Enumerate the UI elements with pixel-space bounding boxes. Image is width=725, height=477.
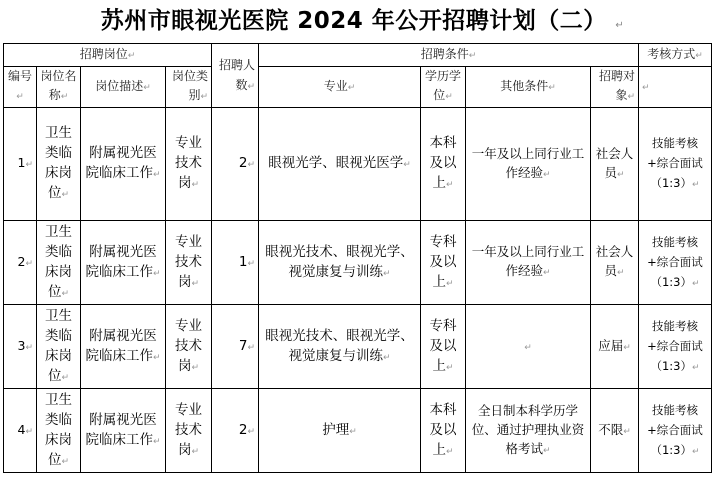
assessment-cell-text: 技能考核+综合面试 <box>647 234 703 269</box>
header-category: 岗位类别 ↵ <box>166 67 212 108</box>
number-cell-text: 2 <box>17 253 26 269</box>
description-cell-text: 附属视光医院临床工作 <box>85 411 157 448</box>
number-cell-text: 1 <box>17 155 26 170</box>
number-cell-text: 4 <box>17 421 26 437</box>
target-cell <box>591 221 639 305</box>
target-cell <box>591 389 639 473</box>
table-row <box>4 221 712 305</box>
target-cell-text: 社会人员 <box>595 244 634 278</box>
paragraph-mark-icon <box>617 170 625 180</box>
position-name-cell-text: 卫生类临床岗位 <box>45 223 72 300</box>
paragraph-mark-icon <box>153 437 161 447</box>
paragraph-mark-icon <box>543 446 551 456</box>
description-cell <box>81 305 166 389</box>
education-cell <box>421 108 466 221</box>
description-cell-text: 附属视光医院临床工作 <box>85 145 157 181</box>
target-cell-text: 应届 <box>598 337 624 353</box>
paragraph-mark-icon <box>692 279 700 289</box>
paragraph-mark-icon <box>247 160 255 170</box>
other-conditions-cell <box>466 221 591 305</box>
education-cell <box>421 221 466 305</box>
other-conditions-cell <box>466 108 591 221</box>
ratio-text: （1:3） <box>650 442 692 457</box>
paragraph-mark-icon <box>403 160 411 170</box>
assessment-cell <box>639 389 712 473</box>
number-cell <box>4 389 37 473</box>
description-cell-text: 附属视光医院临床工作 <box>85 243 157 280</box>
major-cell-text: 眼视光技术、眼视光学、视觉康复与训练 <box>265 327 414 364</box>
major-cell <box>259 389 421 473</box>
ratio-text: （1:3） <box>650 176 692 190</box>
paragraph-mark-icon <box>25 427 33 437</box>
target-cell-text: 社会人员 <box>595 145 634 180</box>
paragraph-mark-icon <box>543 268 551 278</box>
count-cell-text: 1 <box>238 253 248 270</box>
paragraph-mark-icon <box>247 259 255 269</box>
header-assessment-empty <box>639 67 712 108</box>
header-conditions-group: 招聘条件 ↵ <box>259 44 639 67</box>
position-name-cell <box>37 108 81 221</box>
education-cell <box>421 305 466 389</box>
table-row <box>4 389 712 473</box>
paragraph-mark-icon <box>153 353 161 363</box>
target-cell-text: 不限 <box>598 421 624 437</box>
paragraph-mark-icon <box>191 180 199 190</box>
paragraph-mark-icon <box>543 170 551 180</box>
paragraph-mark-icon <box>61 289 69 299</box>
category-cell-text: 专业技术岗 <box>175 233 202 290</box>
other-conditions-cell <box>466 389 591 473</box>
count-cell <box>212 305 259 389</box>
major-cell-text: 眼视光技术、眼视光学、视觉康复与训练 <box>265 243 414 280</box>
assessment-cell-text: 技能考核+综合面试 <box>647 402 703 437</box>
major-cell-text: 眼视光学、眼视光医学 <box>268 155 404 171</box>
other-conditions-cell-text: 一年及以上同行业工作经验 <box>471 145 585 180</box>
education-cell-text: 本科及以上 <box>429 135 457 191</box>
major-cell <box>259 108 421 221</box>
education-cell-text: 本科及以上 <box>429 401 457 458</box>
table-row <box>4 305 712 389</box>
paragraph-mark-icon <box>383 269 391 279</box>
number-cell <box>4 305 37 389</box>
paragraph-mark-icon <box>247 427 255 437</box>
assessment-cell <box>639 108 712 221</box>
assessment-cell-text: 技能考核+综合面试 <box>647 136 703 170</box>
paragraph-mark-icon <box>446 447 454 457</box>
header-position-group: 招聘岗位 ↵ <box>4 44 212 67</box>
description-cell <box>81 389 166 473</box>
paragraph-mark-icon <box>617 268 625 278</box>
paragraph-mark-icon <box>25 259 33 269</box>
assessment-cell <box>639 221 712 305</box>
count-cell <box>212 108 259 221</box>
table-row <box>4 108 712 221</box>
description-cell <box>81 221 166 305</box>
ratio-text: （1:3） <box>650 358 692 373</box>
category-cell <box>166 221 212 305</box>
paragraph-mark-icon: ↵ <box>615 20 625 31</box>
category-cell-text: 专业技术岗 <box>175 135 202 191</box>
recruitment-table <box>3 43 712 473</box>
position-name-cell-text: 卫生类临床岗位 <box>45 391 72 468</box>
education-cell-text: 专科及以上 <box>429 317 457 374</box>
paragraph-mark-icon <box>446 279 454 289</box>
header-number: 编号 ↵ <box>4 67 37 108</box>
paragraph-mark-icon <box>446 363 454 373</box>
count-cell-text: 7 <box>238 337 248 354</box>
position-name-cell-text: 卫生类临床岗位 <box>45 125 72 201</box>
category-cell <box>166 305 212 389</box>
number-cell <box>4 108 37 221</box>
education-cell-text: 专科及以上 <box>429 233 457 290</box>
number-cell-text: 3 <box>17 337 26 353</box>
position-name-cell <box>37 305 81 389</box>
category-cell-text: 专业技术岗 <box>175 401 202 458</box>
target-cell <box>591 305 639 389</box>
paragraph-mark-icon <box>153 170 161 180</box>
other-conditions-cell <box>466 305 591 389</box>
paragraph-mark-icon <box>623 427 631 437</box>
paragraph-mark-icon <box>623 343 631 353</box>
header-description: 岗位描述 ↵ <box>81 67 166 108</box>
header-education: 学历学位 ↵ <box>421 67 466 108</box>
description-cell <box>81 108 166 221</box>
category-cell <box>166 108 212 221</box>
major-cell-text: 护理 <box>322 421 350 438</box>
paragraph-mark-icon <box>25 343 33 353</box>
paragraph-mark-icon <box>153 269 161 279</box>
paragraph-mark-icon <box>25 160 33 170</box>
paragraph-mark-icon <box>191 279 199 289</box>
header-row-group <box>4 44 712 67</box>
other-conditions-cell-text: 全日制本科学历学位、通过护理执业资格考试 <box>471 402 585 456</box>
assessment-cell <box>639 305 712 389</box>
paragraph-mark-icon <box>446 180 454 190</box>
description-cell-text: 附属视光医院临床工作 <box>85 327 157 364</box>
category-cell <box>166 389 212 473</box>
paragraph-mark-icon <box>692 447 700 457</box>
position-name-cell <box>37 221 81 305</box>
header-other: 其他条件 ↵ <box>466 67 591 108</box>
header-major: 专业 ↵ <box>259 67 421 108</box>
paragraph-mark-icon <box>247 343 255 353</box>
major-cell <box>259 221 421 305</box>
count-cell-text: 2 <box>238 421 248 438</box>
paragraph-mark-icon <box>349 427 357 437</box>
paragraph-mark-icon <box>383 353 391 363</box>
education-cell <box>421 389 466 473</box>
other-conditions-cell-text: 一年及以上同行业工作经验 <box>471 244 585 278</box>
paragraph-mark-icon <box>191 447 199 457</box>
category-cell-text: 专业技术岗 <box>175 317 202 374</box>
header-assessment: 考核方式 ↵ <box>639 44 712 67</box>
major-cell <box>259 305 421 389</box>
paragraph-mark-icon <box>692 363 700 373</box>
assessment-cell-text: 技能考核+综合面试 <box>647 318 703 353</box>
count-cell <box>212 221 259 305</box>
paragraph-mark-icon <box>61 190 69 200</box>
number-cell <box>4 221 37 305</box>
header-target: 招聘对象 ↵ <box>591 67 639 108</box>
header-row <box>4 67 712 108</box>
page-title <box>0 4 725 43</box>
count-cell <box>212 389 259 473</box>
count-cell-text: 2 <box>238 155 248 171</box>
position-name-cell-text: 卫生类临床岗位 <box>45 307 72 384</box>
paragraph-mark-icon <box>61 373 69 383</box>
header-count: 招聘人数 ↵ <box>212 44 259 108</box>
position-name-cell <box>37 389 81 473</box>
paragraph-mark-icon <box>524 343 532 353</box>
title-text: 苏州市眼视光医院 2024 年公开招聘计划（二） <box>100 8 607 34</box>
target-cell <box>591 108 639 221</box>
paragraph-mark-icon <box>191 363 199 373</box>
paragraph-mark-icon <box>61 457 69 467</box>
header-position-name: 岗位名称 ↵ <box>37 67 81 108</box>
paragraph-mark-icon <box>692 180 700 190</box>
ratio-text: （1:3） <box>650 274 692 289</box>
